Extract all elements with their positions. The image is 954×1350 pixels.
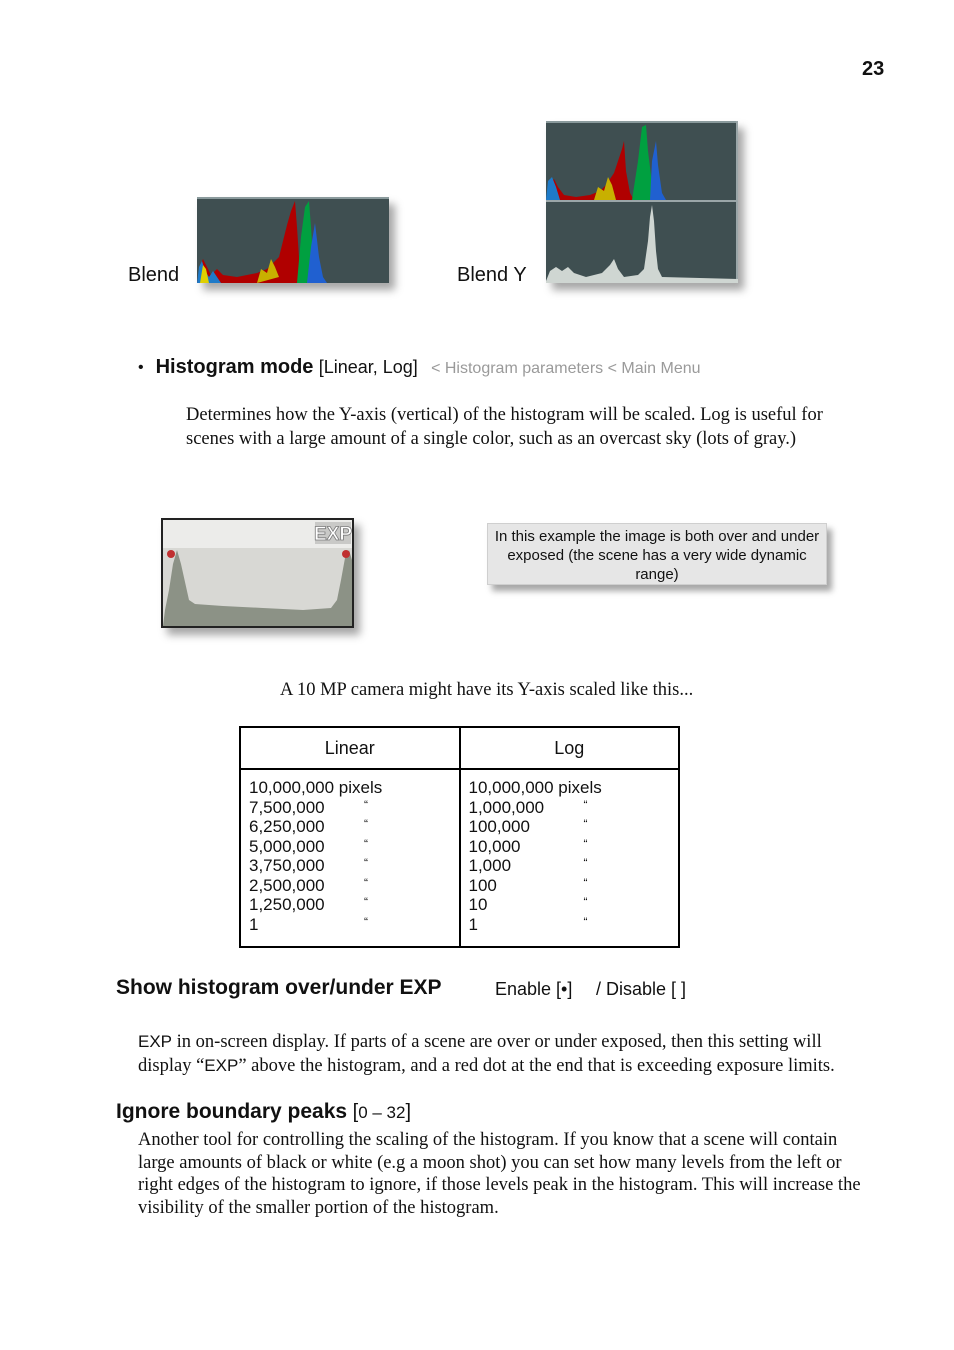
table-row: 1 “ xyxy=(468,914,588,934)
table-caption: A 10 MP camera might have its Y-axis scaled like this... xyxy=(280,680,694,700)
exposure-callout: In this example the image is both over and under exposed (the scene has a very wide dynamic range) xyxy=(487,523,827,585)
table-row: 5,000,000 “ xyxy=(249,836,368,856)
table-row: 10,000,000 pixels xyxy=(468,778,602,797)
table-row: 10,000 “ xyxy=(468,836,588,856)
histogram-mode-heading xyxy=(138,356,701,379)
table-row: 1 “ xyxy=(249,914,368,934)
table-header-linear: Linear xyxy=(240,727,460,769)
histogram-mode-breadcrumb: < Histogram parameters < Main Menu xyxy=(431,360,701,377)
histogram-mode-description: Determines how the Y-axis (vertical) of the histogram will be scaled. Log is useful for scenes with a large amount of a single color, such as an overcast sky (lots of gray.) xyxy=(186,405,823,449)
show-histogram-enable-option: Enable [•] xyxy=(495,979,573,999)
blend-label: Blend xyxy=(128,264,180,286)
exp-histogram-image xyxy=(161,518,354,628)
bullet-icon: • xyxy=(138,359,144,376)
table-row: 7,500,000 “ xyxy=(249,797,368,817)
table-row: 1,000,000 “ xyxy=(468,797,588,817)
table-row: 2,500,000 “ xyxy=(249,875,368,895)
ignore-boundary-peaks-range: 0 – 32 xyxy=(358,1103,406,1122)
page-number: 23 xyxy=(862,58,885,80)
table-row: 6,250,000 “ xyxy=(249,817,368,836)
show-histogram-description: EXP in on-screen display. If parts of a scene are over or under exposed, then this setting will display “EXP” above the histogram, and a red dot at the end that is exceeding exposure limits. xyxy=(138,1032,835,1076)
table-row: 10,000,000 pixels xyxy=(249,778,383,797)
ignore-boundary-peaks-title: Ignore boundary peaks xyxy=(116,1100,348,1123)
table-row: 1,250,000 “ xyxy=(249,895,368,914)
blend-y-histogram-image xyxy=(546,121,738,283)
blend-y-label: Blend Y xyxy=(457,264,527,286)
histogram-mode-title: Histogram mode xyxy=(155,356,314,378)
y-axis-scale-table xyxy=(239,726,680,948)
table-row: 1,000 “ xyxy=(468,856,588,875)
show-histogram-exp-title: Show histogram over/under EXP xyxy=(116,976,442,999)
histogram-mode-options: [Linear, Log] xyxy=(318,357,418,377)
table-row: 10 “ xyxy=(468,895,588,914)
ignore-boundary-peaks-description: Another tool for controlling the scaling of the histogram. If you know that a scene will contain large amounts of black or white (e.g a moon shot) you can set how many levels from the left or right edges of the histogram to ignore, if those levels peak in the histogram. This will increase the visibility of the smaller portion of the histogram. xyxy=(138,1130,861,1218)
linear-column xyxy=(240,769,460,947)
table-row: 100 “ xyxy=(468,875,588,895)
log-column xyxy=(460,769,680,947)
exp-badge: EXP xyxy=(313,524,352,545)
table-row: 100,000 “ xyxy=(468,817,588,836)
table-header-log: Log xyxy=(460,727,680,769)
table-row: 3,750,000 “ xyxy=(249,856,368,875)
ignore-boundary-peaks-heading: Ignore boundary peaks [0 – 32] xyxy=(116,1100,412,1123)
blend-histogram-image xyxy=(197,197,389,283)
show-histogram-disable-option: / Disable [ ] xyxy=(596,979,687,999)
